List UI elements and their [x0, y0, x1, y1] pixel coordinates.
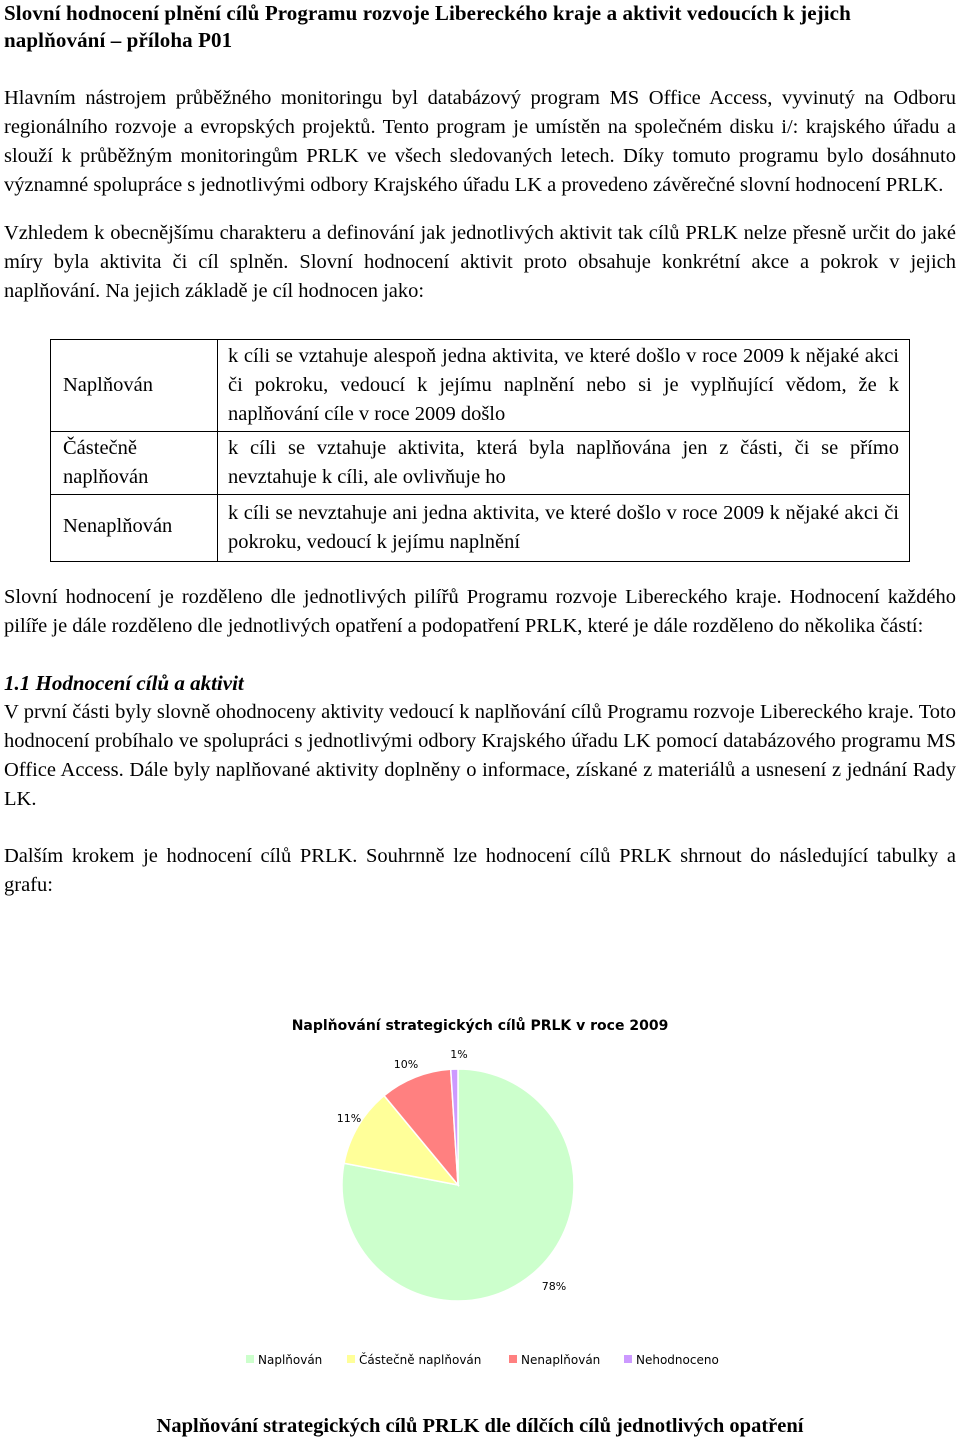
table-row — [51, 432, 910, 495]
legend-swatch — [347, 1355, 355, 1363]
section-heading: 1.1 Hodnocení cílů a aktivit — [4, 671, 244, 695]
legend-label: Nehodnoceno — [636, 1353, 719, 1367]
legend-description: k cíli se vztahuje alespoň jedna aktivita, ve které došlo v roce 2009 k nějaké akci či pokroku, vedoucí k jejímu naplnění nebo si je vyplňující vědom, že k naplňování cíle v roce 2009 došlo — [218, 340, 910, 432]
legend-description: k cíli se nevztahuje ani jedna aktivita, ve které došlo v roce 2009 k nějaké akci či pokroku, vedoucí k jejímu naplnění — [218, 495, 910, 562]
section-paragraph: V první části byly slovně ohodnoceny aktivity vedoucí k naplňování cílů Programu rozvoje Libereckého kraje. Toto hodnocení probíhalo ve spolupráci s jednotlivými odbory Krajského úřadu LK pomocí databázového programu MS Office Access. Dále byly naplňované aktivity doplněny o informace, získané z materiálů a usnesení z jednání Rady LK. — [4, 701, 956, 810]
legend-label: Nenaplňován — [521, 1353, 601, 1367]
evaluation-legend-table — [50, 339, 910, 562]
next-section-title: Naplňování strategických cílů PRLK dle dílčích cílů jednotlivých opatření — [156, 1415, 804, 1437]
pie-data-label: 11% — [336, 1112, 362, 1125]
document-page — [4, 0, 956, 900]
table-row — [51, 340, 910, 432]
table-row — [51, 495, 910, 562]
legend-label: Naplňován — [258, 1353, 323, 1367]
summary-paragraph: Dalším krokem je hodnocení cílů PRLK. Souhrnně lze hodnocení cílů PRLK shrnout do následující tabulky a grafu: — [4, 845, 956, 896]
chart-title: Naplňování strategických cílů PRLK v roce 2009 — [291, 1018, 669, 1034]
legend-swatch — [624, 1355, 632, 1363]
document-title: Slovní hodnocení plnění cílů Programu rozvoje Libereckého kraje a aktivit vedoucích k jejich naplňování – příloha P01 — [4, 1, 851, 52]
legend-label: Částečně naplňován — [359, 1353, 482, 1367]
pie-data-label: 1% — [450, 1048, 468, 1061]
pie-chart-svg — [0, 1000, 960, 1400]
legend-term: Nenaplňován — [51, 495, 218, 562]
pie-slices — [342, 1069, 574, 1301]
structure-paragraph: Slovní hodnocení je rozděleno dle jednotlivých pilířů Programu rozvoje Libereckého kraje. Hodnocení každého pilíře je dále rozděleno dle jednotlivých opatření a podopatření PRLK, které je dále rozděleno do několika částí: — [4, 586, 956, 637]
legend-term: Částečně naplňován — [51, 432, 218, 495]
pie-chart — [0, 1000, 960, 1400]
chart-legend — [246, 1352, 719, 1367]
method-paragraph: Vzhledem k obecnějšímu charakteru a definování jak jednotlivých aktivit tak cílů PRLK nelze přesně určit do jaké míry byla aktivita či cíl splněn. Slovní hodnocení aktivit proto obsahuje konkrétní akce a pokrok v jejich naplňování. Na jejich základě je cíl hodnocen jako: — [4, 222, 956, 302]
legend-swatch — [509, 1355, 517, 1363]
intro-paragraph: Hlavním nástrojem průběžného monitoringu byl databázový program MS Office Access, vyvinutý na Odboru regionálního rozvoje a evropských projektů. Tento program je umístěn na společném disku i/: krajského úřadu a slouží k průběžným monitoringům PRLK ve všech sledovaných letech. Díky tomuto programu bylo dosáhnuto významné spolupráce s jednotlivými odbory Krajského úřadu LK a provedeno závěrečné slovní hodnocení PRLK. — [4, 87, 956, 196]
pie-data-label: 78% — [541, 1280, 567, 1293]
legend-term: Naplňován — [51, 340, 218, 432]
legend-swatch — [246, 1355, 254, 1363]
legend-description: k cíli se vztahuje aktivita, která byla naplňována jen z části, či se přímo nevztahuje k cíli, ale ovlivňuje ho — [218, 432, 910, 495]
pie-data-label: 10% — [393, 1058, 419, 1071]
